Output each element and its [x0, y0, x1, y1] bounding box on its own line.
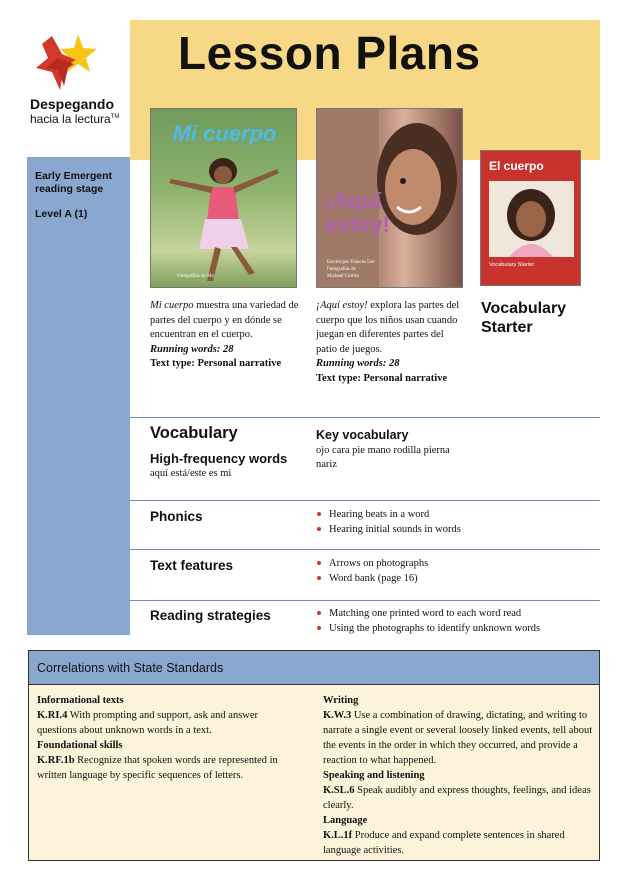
standards-title: Correlations with State Standards	[37, 661, 224, 675]
cover-title: Mi cuerpo	[172, 121, 277, 146]
standard-item: K.W.3 Use a combination of drawing, dictating, and writing to narrate a single event or several loosely linked events, tell about the events in the order in which they occurred, and provide a reaction to what happened.	[323, 710, 593, 766]
text-features-title: Text features	[150, 558, 234, 573]
phonics-title: Phonics	[150, 509, 203, 524]
girl-portrait-photo-icon	[489, 181, 574, 257]
bullet-icon	[317, 512, 321, 516]
key-vocabulary-words: ojo cara pie mano rodilla pierna nariz	[316, 445, 450, 470]
girl-photo-icon	[151, 109, 297, 288]
key-vocabulary-title: Key vocabulary	[316, 428, 409, 442]
bullet-icon	[317, 611, 321, 615]
reading-strategies-title: Reading strategies	[150, 608, 271, 623]
book-description-2: ¡Aquí estoy! explora las partes del cuerpo que los niños usan cuando juegan en diferentes partes del patio de juegos. Running words: 28 Text type: Personal narrative	[316, 300, 460, 384]
book-cover-aqui-estoy	[316, 108, 463, 288]
divider	[130, 600, 600, 601]
logo-name: Despegando	[30, 96, 115, 112]
cover-credit: Escrito por Frances Lee Fotografías de Michael Curtiss	[327, 260, 375, 279]
divider	[130, 417, 600, 418]
bullet-icon	[317, 561, 321, 565]
list-item: Arrows on photographs	[316, 556, 428, 571]
list-item: Hearing beats in a word	[316, 507, 461, 522]
cover-subtitle: Vocabulary Starter	[489, 262, 535, 268]
standard-heading: Language	[323, 815, 368, 826]
book-cover-mi-cuerpo	[150, 108, 297, 288]
reading-strategies-list	[316, 606, 540, 636]
high-frequency-title: High-frequency words	[150, 451, 288, 466]
standard-heading: Foundational skills	[37, 740, 123, 751]
page-title: Lesson Plans	[178, 27, 481, 79]
cover-credit: Fotografías de Ma	[177, 274, 214, 279]
list-item: Using the photographs to identify unknown words	[316, 621, 540, 636]
standards-header	[29, 651, 599, 685]
standard-heading: Writing	[323, 695, 359, 706]
divider	[130, 500, 600, 501]
list-item: Word bank (page 16)	[316, 571, 428, 586]
standards-left-column	[37, 693, 299, 783]
logo-tagline: hacia la lectura™	[30, 112, 120, 126]
list-item: Matching one printed word to each word read	[316, 606, 540, 621]
high-frequency-words: aquí está/este es mi	[150, 468, 232, 479]
standards-box	[28, 650, 600, 861]
list-item: Hearing initial sounds in words	[316, 522, 461, 537]
text-features-list	[316, 556, 428, 586]
level-label: Level A (1)	[35, 208, 88, 220]
book-description-1: Mi cuerpo muestra una variedad de partes del cuerpo y en dónde se encuentran en el cuerpo. Running words: 28 Text type: Personal narrative	[150, 300, 299, 369]
despegando-star-logo-icon	[34, 28, 98, 98]
standard-item: K.L.1f Produce and expand complete sentences in shared language activities.	[323, 830, 565, 856]
standard-item: K.RF.1b Recognize that spoken words are represented in written language by specific sequences of letters.	[37, 755, 278, 781]
standard-item: K.RI.4 With prompting and support, ask and answer questions about unknown words in a text.	[37, 710, 259, 736]
sidebar	[27, 157, 130, 635]
phonics-list	[316, 507, 461, 537]
vocabulary-title: Vocabulary	[150, 424, 238, 442]
divider	[130, 549, 600, 550]
standard-heading: Informational texts	[37, 695, 124, 706]
bullet-icon	[317, 527, 321, 531]
standards-right-column	[323, 693, 595, 858]
cover-title: El cuerpo	[489, 159, 544, 173]
reading-stage-label: Early Emergent reading stage	[35, 170, 113, 195]
cover-title: ¡Aquí estoy!	[325, 188, 390, 237]
standard-item: K.SL.6 Speak audibly and express thoughts, feelings, and ideas clearly.	[323, 785, 591, 811]
bullet-icon	[317, 576, 321, 580]
bullet-icon	[317, 626, 321, 630]
vocabulary-starter-label: Vocabulary Starter	[481, 300, 567, 336]
standard-heading: Speaking and listening	[323, 770, 425, 781]
book-cover-el-cuerpo	[480, 150, 581, 286]
